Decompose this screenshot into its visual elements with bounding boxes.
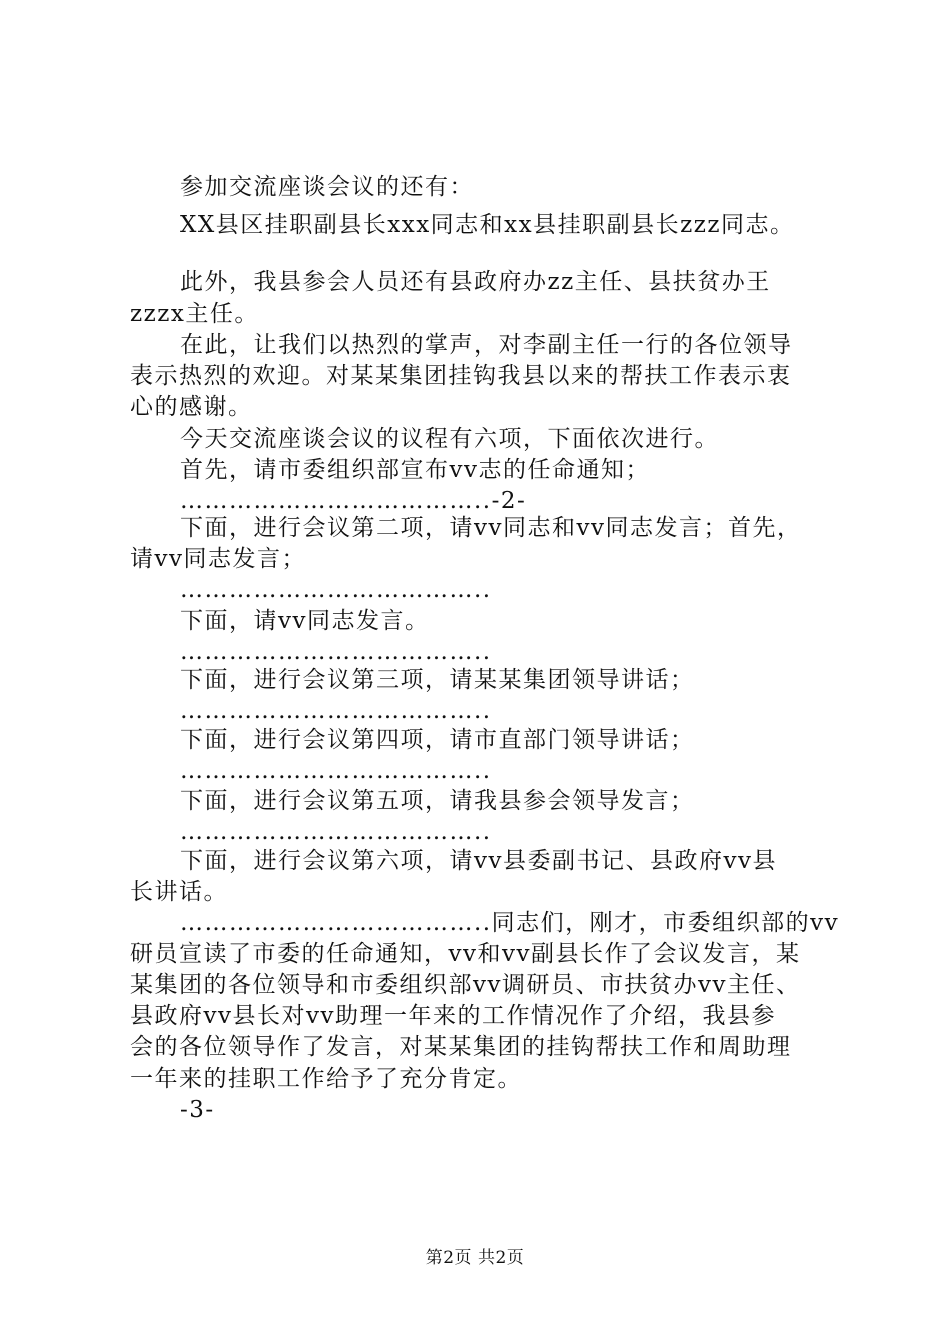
- text-line: 下面，进行会议第四项，请市直部门领导讲话；: [180, 727, 695, 753]
- text-line: 长讲话。: [130, 879, 228, 905]
- text-line: ………………………………..-2-: [180, 488, 527, 514]
- text-line: -3-: [180, 1097, 215, 1123]
- text-line: 参加交流座谈会议的还有：: [180, 174, 474, 200]
- text-line: 今天交流座谈会议的议程有六项，下面依次进行。: [180, 426, 719, 452]
- text-line: ………………………………..: [180, 577, 492, 603]
- text-line: 会的各位领导作了发言，对某某集团的挂钩帮扶工作和周助理: [130, 1034, 792, 1060]
- text-line: 某集团的各位领导和市委组织部vv调研员、市扶贫办vv主任、: [130, 972, 801, 998]
- text-line: ………………………………..: [180, 639, 492, 665]
- page-footer: 第2页 共2页: [425, 1248, 525, 1268]
- text-line: ………………………………..: [180, 819, 492, 845]
- text-line: 下面，进行会议第三项，请某某集团领导讲话；: [180, 667, 695, 693]
- text-line: 首先，请市委组织部宣布vv志的任命通知；: [180, 457, 650, 483]
- text-line: 下面，进行会议第六项，请vv县委副书记、县政府vv县: [180, 848, 777, 874]
- text-line: 表示热烈的欢迎。对某某集团挂钩我县以来的帮扶工作表示衷: [130, 363, 792, 389]
- text-line: 心的感谢。: [130, 394, 253, 420]
- text-line: 下面，请vv同志发言。: [180, 608, 430, 634]
- text-line: 下面，进行会议第二项，请vv同志和vv同志发言；首先，: [180, 515, 802, 541]
- text-line: ………………………………..同志们，刚才，市委组织部的vv: [180, 910, 840, 936]
- text-line: zzzx主任。: [130, 301, 259, 327]
- text-line: XX县区挂职副县长xxx同志和xx县挂职副县长zzz同志。: [180, 212, 795, 238]
- text-line: 县政府vv县长对vv助理一年来的工作情况作了介绍，我县参: [130, 1003, 776, 1029]
- text-line: 一年来的挂职工作给予了充分肯定。: [130, 1066, 522, 1092]
- text-line: 请vv同志发言；: [130, 546, 306, 572]
- text-line: ………………………………..: [180, 758, 492, 784]
- text-line: ………………………………..: [180, 698, 492, 724]
- text-line: 在此，让我们以热烈的掌声，对李副主任一行的各位领导: [180, 332, 793, 358]
- text-line: 此外，我县参会人员还有县政府办zz主任、县扶贫办王: [180, 269, 771, 295]
- text-line: 下面，进行会议第五项，请我县参会领导发言；: [180, 788, 695, 814]
- text-line: 研员宣读了市委的任命通知，vv和vv副县长作了会议发言，某: [130, 941, 801, 967]
